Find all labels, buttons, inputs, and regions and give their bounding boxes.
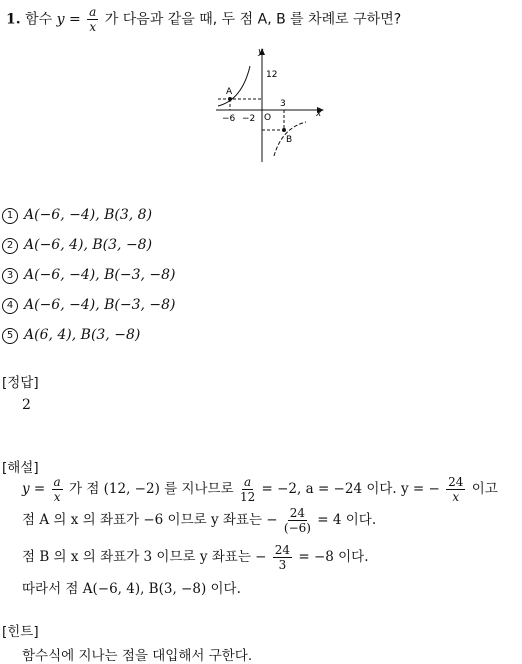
- label-neg6: −6: [222, 114, 236, 124]
- answer-heading: [정답]: [2, 375, 39, 391]
- option-marker: 2: [2, 238, 18, 254]
- label-b: B: [286, 135, 293, 145]
- option-3[interactable]: [2, 267, 176, 284]
- option-1[interactable]: [2, 207, 152, 224]
- question-fraction: $\frac{a}{x}$: [89, 5, 97, 34]
- option-text: A(6, 4), B(3, −8): [24, 327, 141, 343]
- option-marker: 5: [2, 328, 18, 344]
- explanation-line-2: 점 A 의 x 의 좌표가 −6 이므로 y 좌표는 − $\frac{24}{(-6)}$ = 4 이다.: [22, 506, 377, 535]
- explanation-heading: [해설]: [2, 460, 39, 476]
- label-12: 12: [266, 70, 278, 80]
- hint-heading: [힌트]: [2, 624, 39, 640]
- label-y: y: [258, 47, 264, 57]
- option-5[interactable]: [2, 327, 140, 344]
- answer-value: 2: [22, 397, 31, 413]
- option-marker: 3: [2, 268, 18, 284]
- option-text: A(−6, 4), B(3, −8): [24, 237, 153, 253]
- question-text-after: 가 다음과 같을 때, 두 점 A, B 를 차례로 구하면?: [104, 11, 402, 28]
- question-func: y =: [56, 11, 81, 28]
- explanation-line-4: 따라서 점 A(−6, 4), B(3, −8) 이다.: [22, 581, 241, 597]
- hyperbola-graph: [212, 44, 332, 168]
- option-2[interactable]: [2, 237, 152, 254]
- option-marker: 1: [2, 208, 18, 224]
- option-4[interactable]: [2, 297, 176, 314]
- label-neg2: −2: [242, 114, 256, 124]
- label-a: A: [226, 87, 233, 97]
- point-a: [228, 97, 232, 101]
- option-text: A(−6, −4), B(−3, −8): [24, 297, 176, 313]
- label-3: 3: [280, 99, 286, 109]
- option-text: A(−6, −4), B(−3, −8): [24, 267, 176, 283]
- label-origin: O: [264, 113, 272, 123]
- curve-second-quadrant: [218, 66, 250, 106]
- hint-text: 함수식에 지나는 점을 대입해서 구한다.: [22, 648, 253, 664]
- label-x: x: [316, 109, 322, 119]
- explanation-line-1: y = $\frac{a}{x}$ 가 점 (12, −2) 를 지나므로 $\frac{a}{12}$ = −2, a = −24 이다. y = − $\frac{24}{x}$ 이고: [22, 475, 498, 504]
- question-line: [6, 6, 401, 33]
- option-text: A(−6, −4), B(3, 8): [24, 207, 153, 223]
- question-number: 1.: [6, 11, 21, 28]
- explanation-line-3: 점 B 의 x 의 좌표가 3 이므로 y 좌표는 − $\frac{24}{3}$ = −8 이다.: [22, 543, 369, 572]
- point-b: [282, 128, 286, 132]
- question-text-before: 함수: [25, 11, 53, 28]
- option-marker: 4: [2, 298, 18, 314]
